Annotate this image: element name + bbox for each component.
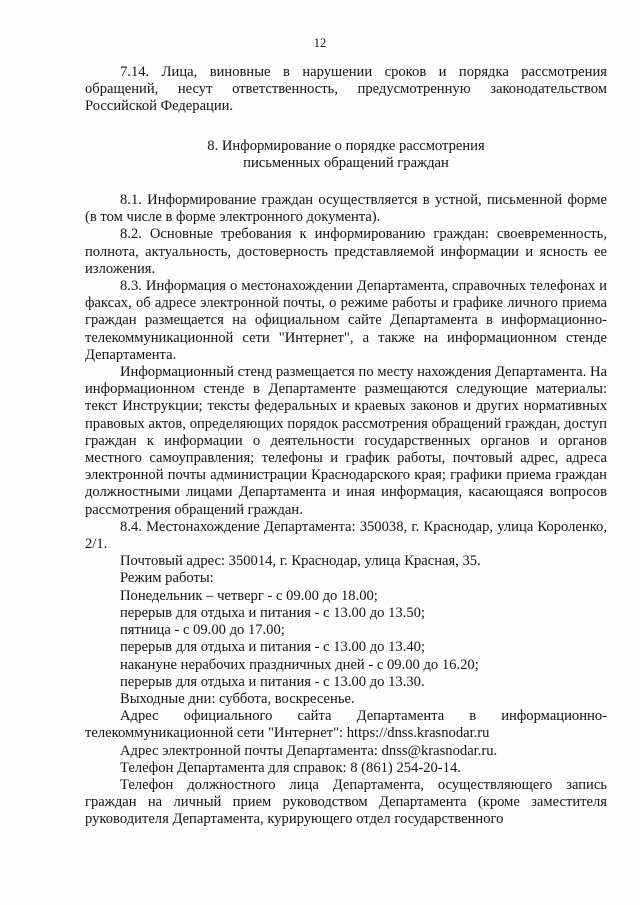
section-8-heading — [85, 138, 607, 172]
page-number: 12 — [313, 36, 327, 50]
reference-phone: Телефон Департамента для справок: 8 (861) 254-20-14. — [120, 759, 461, 776]
heading-line-1: 8. Информирование о порядке рассмотрения — [207, 137, 485, 154]
schedule-friday: пятница - с 09.00 до 17.00; — [120, 622, 285, 639]
schedule-break-2: перерыв для отдыха и питания - с 13.00 до 13.40; — [120, 639, 425, 656]
schedule-mon-thu: Понедельник – четверг - с 09.00 до 18.00; — [120, 587, 378, 604]
paragraph-info-stand: Информационный стенд размещается по месту нахождения Департамента. На информационном стенде в Департаменте размещаются следующие материалы: текст Инструкции; тексты федеральных и краевых законов и других нормативных правовых актов, определяющих порядок рассмотрения обращений граждан, доступ граждан к информации о деятельности государственных органов и органов местного самоуправления; телефоны и график работы, почтовый адрес, адреса электронной почты администрации Краснодарского края; графики приема граждан должностными лицами Департамента и иная информация, касающаяся вопросов рассмотрения обращений граждан. — [85, 364, 607, 518]
schedule-days-off: Выходные дни: суббота, воскресенье. — [120, 690, 355, 707]
paragraph-8-3: 8.3. Информация о местонахождении Департамента, справочных телефонах и факсах, об адресе электронной почты, о режиме работы и графике личного приема граждан размещается на официальном сайте Департамента в информационно-телекоммуникационной сети "Интернет", а также на информационном стенде Департамента. — [85, 278, 607, 363]
paragraph-8-4: 8.4. Местонахождение Департамента: 350038, г. Краснодар, улица Короленко, 2/1. — [85, 518, 607, 553]
website-address: Адрес официального сайта Департамента в информационно-телекоммуникационной сети "Интернет": https://dnss.krasnodar.ru — [85, 708, 607, 742]
section-7-14: 7.14. Лица, виновные в нарушении сроков и порядка рассмотрения обращений, несут ответственность, предусмотренную законодательством Российской Федерации. — [85, 64, 607, 115]
paragraph-8-1: 8.1. Информирование граждан осуществляется в устной, письменной форме (в том числе в форме электронного документа). — [85, 192, 607, 226]
work-schedule-title: Режим работы: — [120, 570, 214, 587]
heading-line-2: письменных обращений граждан — [243, 154, 449, 171]
schedule-break-3: перерыв для отдыха и питания - с 13.00 до 13.30. — [120, 673, 425, 690]
schedule-break-1: перерыв для отдыха и питания - с 13.00 до 13.50; — [120, 604, 425, 621]
paragraph-8-2: 8.2. Основные требования к информированию граждан: своевременность, полнота, актуальность, достоверность представляемой информации и ясность ее изложения. — [85, 226, 607, 277]
postal-address: Почтовый адрес: 350014, г. Краснодар, улица Красная, 35. — [120, 553, 481, 570]
official-phone-paragraph: Телефон должностного лица Департамента, осуществляющего запись граждан на личный прием руководством Департамента (кроме заместителя руководителя Департамента, курирующего отдел государственного — [85, 776, 607, 828]
schedule-pre-holiday: накануне нерабочих праздничных дней - с 09.00 до 16.20; — [120, 656, 479, 673]
document-body — [85, 64, 607, 829]
email-address: Адрес электронной почты Департамента: dnss@krasnodar.ru. — [120, 742, 498, 759]
